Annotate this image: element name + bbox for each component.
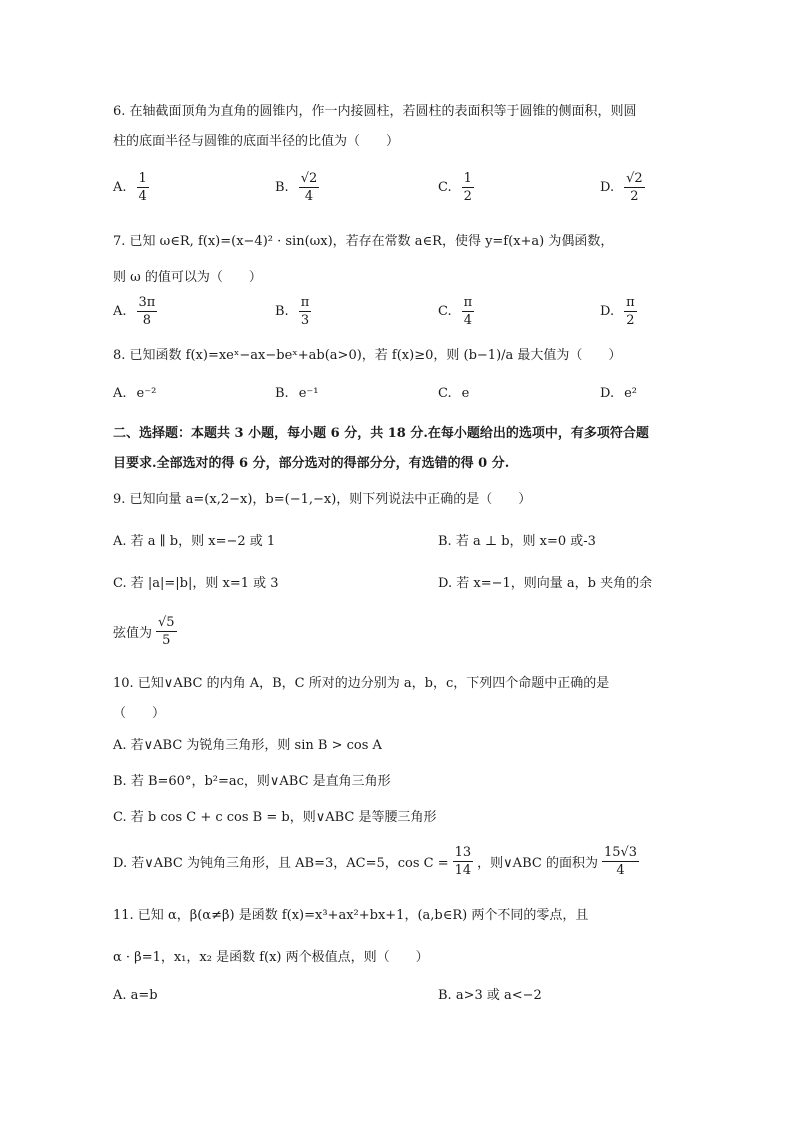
- q8-option-c: [438, 386, 469, 401]
- fraction: $\frac{√2}{4}$: [300, 171, 318, 204]
- option-label: A.: [113, 304, 127, 319]
- q9-option-d: D. 若 x=−1，则向量 a，b 夹角的余: [438, 576, 653, 591]
- q6-option-a: [113, 172, 149, 203]
- q10-option-b: B. 若 B=60°，b²=ac，则∨ABC 是直角三角形: [113, 774, 391, 789]
- q7-option-b: [275, 296, 311, 327]
- q7-option-a: [113, 296, 157, 327]
- fraction: $\frac{13}{14}$: [454, 845, 472, 878]
- fraction: $\frac{1}{2}$: [463, 171, 472, 204]
- option-value: e⁻²: [136, 386, 157, 401]
- q8-option-b: [275, 386, 318, 401]
- q6-option-d: [600, 172, 645, 203]
- option-label: B.: [275, 386, 289, 401]
- q9-option-b: B. 若 a ⊥ b，则 x=0 或-3: [438, 534, 596, 549]
- fraction: $\frac{√5}{5}$: [158, 615, 175, 648]
- option-label: C.: [438, 180, 452, 195]
- option-value: e⁻¹: [298, 386, 319, 401]
- q11-option-b: B. a>3 或 a<−2: [438, 988, 542, 1003]
- q8-option-d: [600, 386, 637, 401]
- q9-stem: 9. 已知向量 a=(x,2−x)，b=(−1,−x)，则下列说法中正确的是（ ）: [113, 492, 532, 507]
- option-label: D.: [600, 304, 615, 319]
- fraction: $\frac{\pi}{3}$: [300, 295, 310, 328]
- option-value: e: [461, 386, 470, 401]
- q10-option-a: A. 若∨ABC 为锐角三角形，则 sin B > cos A: [113, 738, 382, 753]
- section2-heading-line1: 二、选择题：本题共 3 小题，每小题 6 分，共 18 分.在每小题给出的选项中，有多项符合题: [113, 426, 649, 441]
- q9-option-a: A. 若 a ∥ b，则 x=−2 或 1: [113, 534, 276, 549]
- section2-heading-line2: 目要求.全部选对的得 6 分，部分选对的得部分分，有选错的得 0 分.: [113, 456, 510, 471]
- option-value: e²: [624, 386, 637, 401]
- option-label: B.: [275, 180, 289, 195]
- fraction: $\frac{\pi}{4}$: [463, 295, 473, 328]
- q10-stem-line1: 10. 已知∨ABC 的内角 A，B，C 所对的边分别为 a，b，c，下列四个命题中正确的是: [113, 676, 610, 691]
- option-text: 弦值为: [113, 626, 153, 641]
- q9-option-c: C. 若 |a|=|b|，则 x=1 或 3: [113, 576, 279, 591]
- fraction: $\frac{\pi}{2}$: [626, 295, 635, 328]
- option-label: A.: [113, 386, 127, 401]
- option-text: D. 若∨ABC 为钝角三角形，且 AB=3，AC=5，cos C =: [113, 856, 449, 871]
- q7-option-d: [600, 296, 637, 327]
- q7-stem-line1: 7. 已知 ω∈R, f(x)=(x−4)² · sin(ωx)，若存在常数 a∈R，使得 y=f(x+a) 为偶函数，: [113, 234, 614, 249]
- option-text: ，则∨ABC 的面积为: [477, 856, 598, 871]
- option-label: B.: [275, 304, 289, 319]
- fraction: $\frac{√2}{2}$: [626, 171, 643, 204]
- option-label: D.: [600, 180, 615, 195]
- option-label: D.: [600, 386, 615, 401]
- q11-option-a: A. a=b: [113, 988, 158, 1003]
- option-label: A.: [113, 180, 127, 195]
- fraction: $\frac{1}{4}$: [138, 171, 147, 204]
- q7-option-c: [438, 296, 474, 327]
- q6-option-c: [438, 172, 474, 203]
- fraction: $\frac{15√3}{4}$: [603, 845, 638, 878]
- q7-stem-line2: 则 ω 的值可以为（ ）: [113, 270, 262, 285]
- q10-option-c: C. 若 b cos C + c cos B = b，则∨ABC 是等腰三角形: [113, 810, 437, 825]
- q11-stem-line2: α · β=1，x₁，x₂ 是函数 f(x) 两个极值点，则（ ）: [113, 950, 429, 965]
- q11-stem-line1: 11. 已知 α，β(α≠β) 是函数 f(x)=x³+ax²+bx+1，(a,b∈R) 两个不同的零点，且: [113, 908, 589, 923]
- q10-option-d: [113, 846, 639, 877]
- q8-stem-line1: 8. 已知函数 f(x)=xeˣ−ax−beˣ+ab(a>0)，若 f(x)≥0，则 (b−1)/a 最大值为（ ）: [113, 348, 622, 363]
- q8-option-a: [113, 386, 156, 401]
- q6-stem-line2: 柱的底面半径与圆锥的底面半径的比值为（ ）: [113, 134, 400, 149]
- q6-stem-line1: 6. 在轴截面顶角为直角的圆锥内，作一内接圆柱，若圆柱的表面积等于圆锥的侧面积，则圆: [113, 104, 637, 119]
- option-label: C.: [438, 304, 452, 319]
- q6-option-b: [275, 172, 319, 203]
- fraction: $\frac{3\pi}{8}$: [138, 295, 156, 328]
- option-label: C.: [438, 386, 452, 401]
- q10-stem-line2: （ ）: [113, 706, 166, 721]
- q9-option-d-continuation: [113, 616, 177, 647]
